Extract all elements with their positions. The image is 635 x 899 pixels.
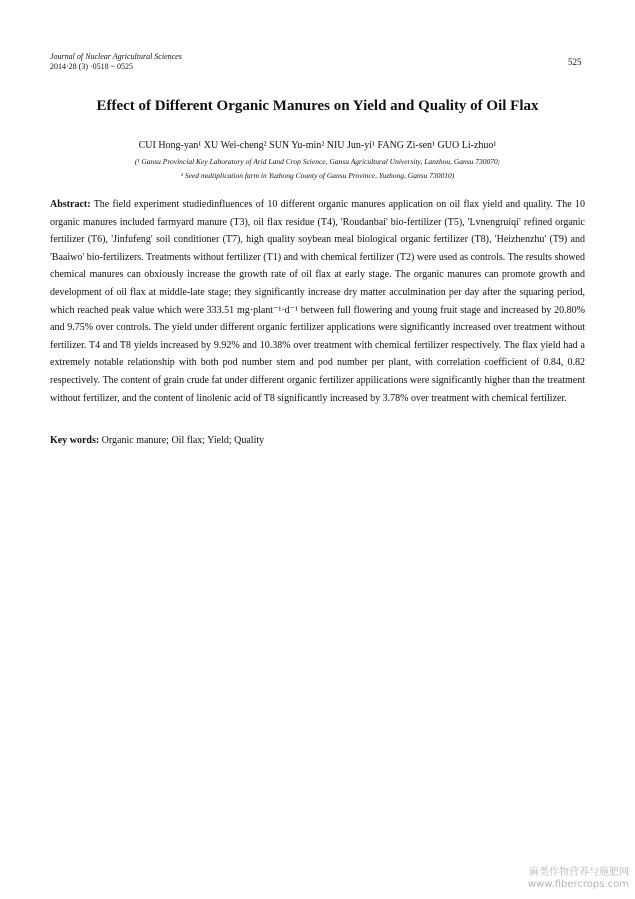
site-watermark xyxy=(528,867,629,891)
watermark-site-name: 麻类作物营养与施肥网 xyxy=(529,867,629,878)
abstract-text: The field experiment studiedinfluences of 10 different organic manures application on oil flax yield and quality. The 10 organic manures included farmyard manure (T3), oil flax residue (T4), 'Roudanbai' bio-fertilizer (T5), 'Lvnengruiqi' refined organic fertilizer (T6), 'Jinfufeng' soil conditioner (T7), high quality soybean meal biological organic fertilizer (T8), 'Heizhenzhu' (T9) and 'Baaiwo' bio-fertilizers. Treatments without fertilizer (T1) and with chemical fertilizer (T2) were used as controls. The results showed chemical manures can obxiously increase the growth rate of oil flax at early stage. The organic manures can promote growth and development of oil flax at middle-late stage; they significantly increase dry matter acculmination per day after the squaring period, which reached peak value which were 333.51 mg·plant⁻¹·d⁻¹ between full flowering and young fruit stage and increased by 20.80% and 9.75% over controls. The yield under different organic fertilizer applications were significantly increased over treatment without fertilizer. T4 and T8 yields increased by 9.92% and 10.38% over treatment with chemical fertilizer respectively. The flax yield had a extremely notable relationship with both pod number stem and pod number per plant, with correlation coefficient of 0.84, 0.82 respectively. The content of grain crude fat under different organic fertilizer appilications were significantly higher than the treatment without fertilizer, and the content of linolenic acid of T8 significantly increased by 3.78% over treatment with chemical fertilizer. xyxy=(50,199,585,404)
affiliations xyxy=(0,155,635,183)
journal-name: Journal of Nuclear Agricultural Sciences xyxy=(50,52,182,61)
watermark-url: www.fibercrops.com xyxy=(527,879,629,890)
abstract-label: Abstract: xyxy=(50,199,91,210)
affiliation-1: (¹ Gansu Provincial Key Laboratory of Arid Land Crop Science, Gansu Agricultural University, Lanzhou, Gansu 730070; xyxy=(134,157,501,166)
journal-header xyxy=(50,52,182,72)
keywords xyxy=(50,432,585,449)
keywords-label: Key words: xyxy=(50,435,100,446)
abstract xyxy=(50,196,585,407)
paper-title: Effect of Different Organic Manures on Yield and Quality of Oil Flax xyxy=(96,98,539,114)
keywords-text: Organic manure; Oil flax; Yield; Quality xyxy=(101,435,265,446)
author-list: CUI Hong-yan¹ XU Wei-cheng² SUN Yu-min² NIU Jun-yi¹ FANG Zi-sen¹ GUO Li-zhuo¹ xyxy=(138,140,497,151)
affiliation-2: ² Seed multiplication farm in Yuzhong County of Gansu Province, Yuzhong, Gansu 730010) xyxy=(180,171,455,180)
journal-citation: 2014·28 (3) ·0518 ~ 0525 xyxy=(50,62,133,71)
page-number: 525 xyxy=(568,57,582,67)
